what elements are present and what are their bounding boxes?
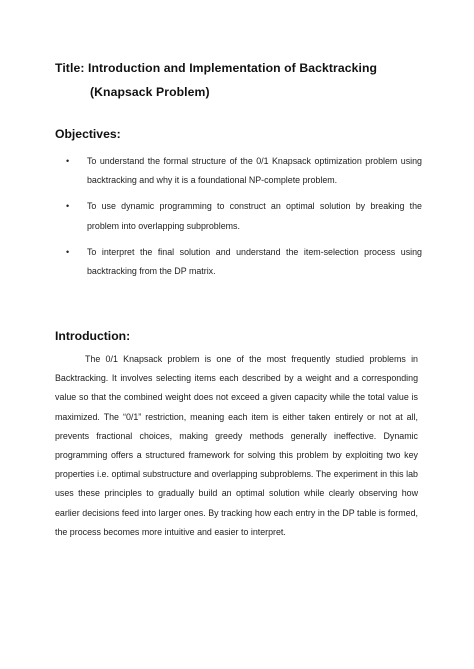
title-line-1: Title: Introduction and Implementation of Backtracking — [55, 61, 378, 75]
objective-text: To understand the formal structure of the 0/1 Knapsack optimization problem using backtracking and why it is a foundational NP-complete problem. — [87, 156, 422, 186]
objective-text: To interpret the final solution and understand the item-selection process using backtracking from the DP matrix. — [87, 246, 422, 277]
document-title — [55, 56, 435, 104]
title-line-2: (Knapsack Problem) — [90, 85, 210, 99]
introduction-paragraph: The 0/1 Knapsack problem is one of the most frequently studied problems in Backtracking. It involves selecting items each described by a weight and a corresponding value so that the combined weight does not exceed a given capacity while the total value is maximized. The “0/1” restriction, meaning each item is either taken entirely or not at all, prevents fractional choices, making greedy methods generally ineffective. Dynamic programming offers a structured framework for solving this problem by exploiting two key properties i.e. optimal substructure and overlapping subproblems. The experiment in this lab uses these principles to gradually build an optimal solution while clearly observing how earlier decisions feed into larger ones. By tracking how each entry in the DP table is formed, the process becomes more intuitive and easier to interpret. — [55, 354, 418, 537]
bullet-icon: • — [66, 201, 70, 212]
objective-item — [58, 152, 422, 190]
objective-item — [58, 197, 422, 235]
objective-item — [58, 243, 422, 281]
introduction-heading: Introduction: — [55, 329, 131, 343]
objectives-list — [58, 152, 422, 288]
objectives-heading: Objectives: — [55, 127, 121, 141]
bullet-icon: • — [66, 246, 70, 257]
objective-text: To use dynamic programming to construct an optimal solution by breaking the problem into overlapping subproblems. — [87, 201, 422, 231]
bullet-icon: • — [66, 156, 70, 166]
